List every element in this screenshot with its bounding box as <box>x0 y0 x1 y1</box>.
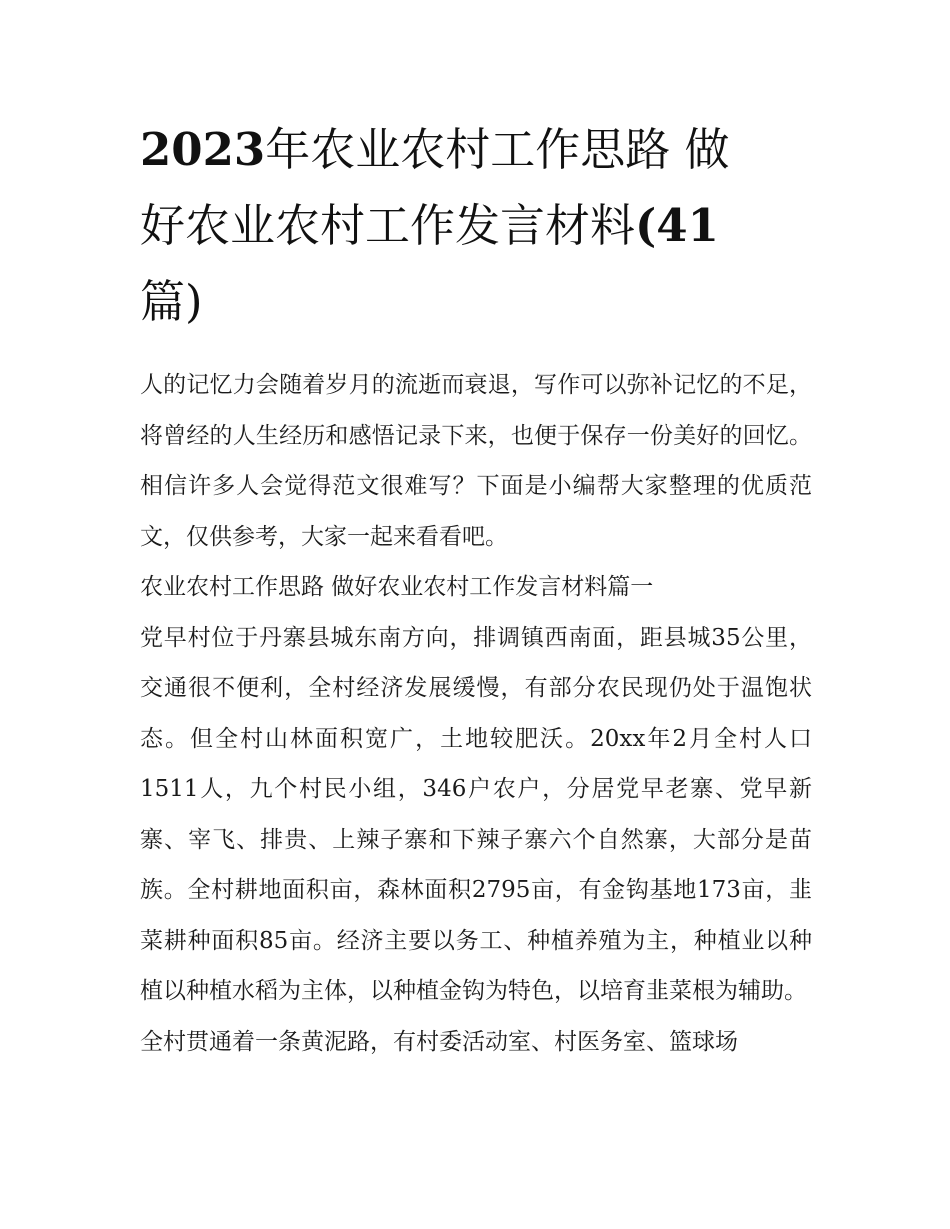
title-line-3: 篇) <box>140 275 203 328</box>
document-title <box>140 112 812 340</box>
document-page <box>140 112 812 1067</box>
title-line-1: 年农业农村工作思路 做 <box>265 123 730 176</box>
document-body <box>140 360 812 1067</box>
title-count: (41 <box>635 199 719 252</box>
title-year: 2023 <box>140 123 266 176</box>
intro-paragraph: 人的记忆力会随着岁月的流逝而衰退，写作可以弥补记忆的不足，将曾经的人生经历和感悟记录下来，也便于保存一份美好的回忆。相信许多人会觉得范文很难写？下面是小编帮大家整理的优质范文，仅供参考，大家一起来看看吧。 <box>140 372 812 550</box>
body-paragraph: 党早村位于丹寨县城东南方向，排调镇西南面，距县城35公里，交通很不便利，全村经济发展缓慢，有部分农民现仍处于温饱状态。但全村山林面积宽广，土地较肥沃。20xx年2月全村人口1511人，九个村民小组，346户农户，分居党早老寨、党早新寨、宰飞、排贵、上辣子寨和下辣子寨六个自然寨，大部分是苗族。全村耕地面积亩，森林面积2795亩，有金钩基地173亩，韭菜耕种面积85亩。经济主要以务工、种植养殖为主，种植业以种植以种植水稻为主体，以种植金钩为特色，以培育韭菜根为辅助。 <box>140 624 812 1004</box>
title-line-2: 好农业农村工作发言材料 <box>140 199 636 252</box>
section-heading: 农业农村工作思路 做好农业农村工作发言材料篇一 <box>140 574 654 600</box>
body-paragraph: 全村贯通着一条黄泥路，有村委活动室、村医务室、篮球场 <box>140 1028 738 1055</box>
